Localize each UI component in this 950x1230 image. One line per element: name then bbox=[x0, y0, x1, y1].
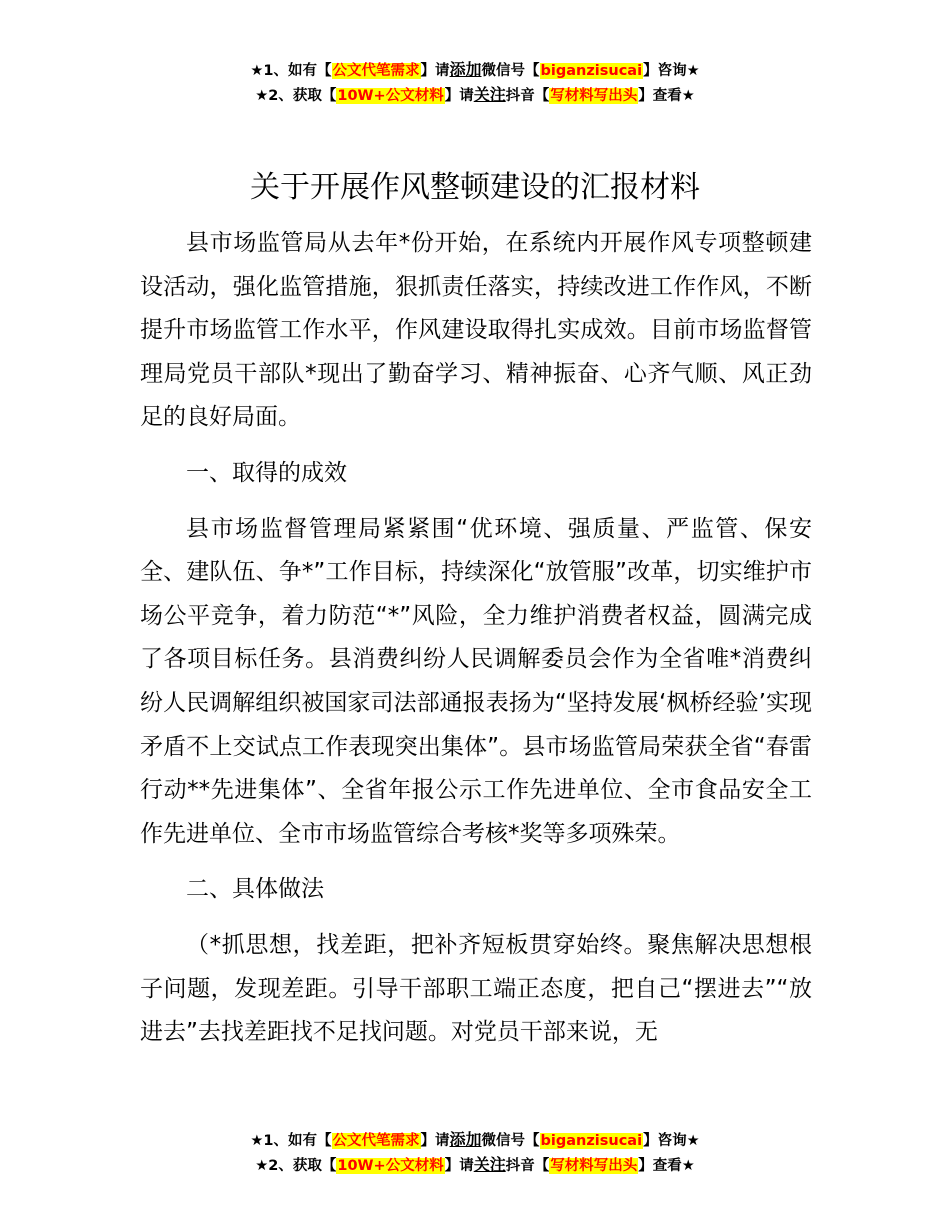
section-heading-practices: 二、具体做法 bbox=[186, 876, 324, 903]
banner-text: 抖音【 bbox=[505, 1158, 550, 1174]
banner-text: 】查看★ bbox=[638, 88, 695, 104]
document-body bbox=[140, 222, 812, 1055]
banner-text: 微信号【 bbox=[481, 63, 540, 79]
highlight-douyin-account: 写材料写出头 bbox=[550, 88, 638, 104]
banner-text: 】查看★ bbox=[638, 1158, 695, 1174]
highlight-materials: 10W+公文材料 bbox=[337, 88, 444, 104]
emphasis-follow: 关注 bbox=[473, 85, 506, 104]
banner-text: ★1、如有【 bbox=[250, 63, 332, 79]
document-title: 关于开展作风整顿建设的汇报材料 bbox=[250, 170, 700, 205]
highlight-douyin-account: 写材料写出头 bbox=[550, 1158, 638, 1174]
banner-line-2 bbox=[0, 1153, 950, 1178]
section-heading-achievements: 一、取得的成效 bbox=[186, 459, 347, 486]
highlight-wechat-id: biganzisucai bbox=[540, 1133, 643, 1149]
emphasis-add: 添加 bbox=[449, 60, 482, 79]
paragraph-achievements: 县市场监督管理局紧紧围“优环境、强质量、严监管、保安全、建队伍、争*”工作目标，持续深化“放管服”改革，切实维护市场公平竞争，着力防范“*”风险，全力维护消费者权益，圆满完成了各项目标任务。县消费纠纷人民调解委员会作为全省唯*消费纠纷人民调解组织被国家司法部通报表扬为“坚持发展‘枫桥经验’实现矛盾不上交试点工作表现突出集体”。县市场监管局荣获全省“春雷行动**先进集体”、全省年报公示工作先进单位、全市食品安全工作先进单位、全市市场监管综合考核*奖等多项殊荣。 bbox=[140, 515, 812, 847]
highlight-materials: 10W+公文材料 bbox=[337, 1158, 444, 1174]
paragraph-practices: （*抓思想，找差距，把补齐短板贯穿始终。聚焦解决思想根子问题，发现差距。引导干部职工端正态度，把自己“摆进去”“放进去”去找差距找不足找问题。对党员干部来说，无 bbox=[140, 931, 812, 1046]
highlight-service: 公文代笔需求 bbox=[332, 63, 420, 79]
banner-line-1 bbox=[0, 1128, 950, 1153]
highlight-wechat-id: biganzisucai bbox=[540, 63, 643, 79]
banner-text: 】请 bbox=[444, 88, 474, 104]
emphasis-add: 添加 bbox=[449, 1130, 482, 1149]
banner-text: 】请 bbox=[420, 1133, 450, 1149]
highlight-service: 公文代笔需求 bbox=[332, 1133, 420, 1149]
banner-line-2 bbox=[0, 83, 950, 108]
banner-text: 抖音【 bbox=[505, 88, 550, 104]
header-banner bbox=[0, 58, 950, 108]
banner-text: 微信号【 bbox=[481, 1133, 540, 1149]
banner-text: 】咨询★ bbox=[643, 63, 700, 79]
banner-text: ★2、获取【 bbox=[255, 1158, 337, 1174]
banner-text: ★2、获取【 bbox=[255, 88, 337, 104]
banner-line-1 bbox=[0, 58, 950, 83]
paragraph-intro: 县市场监管局从去年*份开始，在系统内开展作风专项整顿建设活动，强化监管措施，狠抓责任落实，持续改进工作作风，不断提升市场监管工作水平，作风建设取得扎实成效。目前市场监督管理局党员干部队*现出了勤奋学习、精神振奋、心齐气顺、风正劲足的良好局面。 bbox=[140, 230, 812, 431]
banner-text: 】请 bbox=[444, 1158, 474, 1174]
banner-text: ★1、如有【 bbox=[250, 1133, 332, 1149]
banner-text: 】咨询★ bbox=[643, 1133, 700, 1149]
banner-text: 】请 bbox=[420, 63, 450, 79]
emphasis-follow: 关注 bbox=[473, 1155, 506, 1174]
footer-banner bbox=[0, 1128, 950, 1178]
